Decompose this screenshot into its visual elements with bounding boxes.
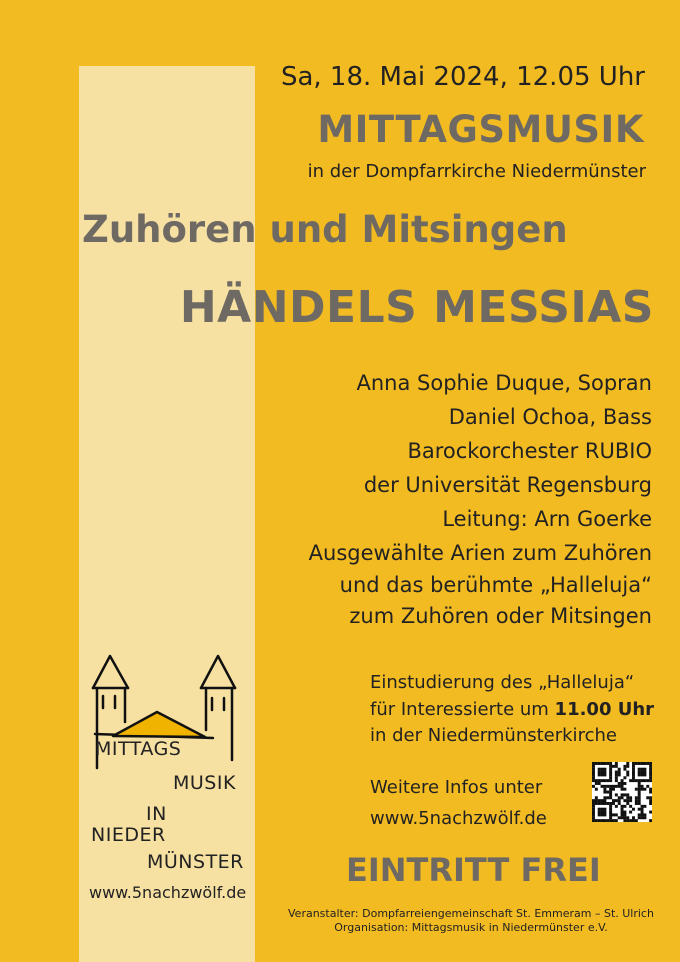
qr-module [643, 788, 646, 791]
qr-module [615, 813, 618, 816]
qr-module [598, 802, 601, 805]
qr-module [641, 773, 644, 776]
qr-module [592, 773, 595, 776]
rehearsal-prefix: für Interessierte um [370, 698, 555, 720]
qr-module [629, 796, 632, 799]
qr-module [638, 771, 641, 774]
qr-module [632, 819, 635, 822]
organisation: Organisation: Mittagsmusik in Niedermünster e.V. [334, 921, 608, 934]
qr-module [649, 771, 652, 774]
qr-module [615, 779, 618, 782]
qr-module [626, 762, 629, 765]
qr-module [635, 799, 638, 802]
qr-module [609, 788, 612, 791]
qr-module [601, 813, 604, 816]
qr-module [641, 768, 644, 771]
qr-module [603, 808, 606, 811]
qr-module [609, 793, 612, 796]
qr-module [632, 768, 635, 771]
qr-module [598, 799, 601, 802]
qr-module [635, 796, 638, 799]
qr-module [649, 773, 652, 776]
qr-module [638, 791, 641, 794]
qr-module [626, 802, 629, 805]
qr-module [601, 808, 604, 811]
qr-module [598, 771, 601, 774]
qr-module [649, 799, 652, 802]
qr-module [601, 799, 604, 802]
qr-module [603, 819, 606, 822]
qr-module [615, 819, 618, 822]
logo-line: MÜNSTER [147, 851, 244, 873]
qr-module [595, 819, 598, 822]
logo-line: IN [146, 803, 167, 825]
event-date: Sa, 18. Mai 2024, 12.05 Uhr [280, 62, 645, 92]
qr-module [635, 802, 638, 805]
qr-module [643, 805, 646, 808]
qr-module [603, 802, 606, 805]
qr-module [601, 768, 604, 771]
qr-module [601, 773, 604, 776]
qr-module [592, 762, 595, 765]
qr-module [609, 819, 612, 822]
info-url[interactable]: www.5nachzwölf.de [370, 808, 547, 829]
qr-module [623, 813, 626, 816]
qr-module [649, 788, 652, 791]
qr-module [618, 771, 621, 774]
qr-module [615, 765, 618, 768]
qr-module [601, 811, 604, 814]
more-info [370, 772, 547, 834]
qr-module [592, 765, 595, 768]
qr-module [629, 799, 632, 802]
qr-module [609, 791, 612, 794]
qr-module [592, 776, 595, 779]
qr-module [623, 788, 626, 791]
qr-module [618, 773, 621, 776]
qr-module [615, 785, 618, 788]
qr-module [609, 813, 612, 816]
qr-module [612, 788, 615, 791]
qr-module [615, 799, 618, 802]
rehearsal-time: 11.00 Uhr [554, 698, 655, 720]
qr-module [638, 768, 641, 771]
performer-line: Anna Sophie Duque, Sopran [356, 371, 652, 395]
qr-module [621, 811, 624, 814]
qr-module [646, 779, 649, 782]
footer [288, 907, 654, 935]
qr-module [606, 779, 609, 782]
qr-module [643, 768, 646, 771]
qr-module [638, 762, 641, 765]
qr-module [603, 799, 606, 802]
qr-module [598, 768, 601, 771]
qr-module [603, 791, 606, 794]
qr-module [612, 802, 615, 805]
qr-module [618, 785, 621, 788]
qr-module [598, 811, 601, 814]
qr-module [618, 796, 621, 799]
qr-module [606, 785, 609, 788]
qr-module [609, 796, 612, 799]
qr-module [649, 811, 652, 814]
qr-module [641, 811, 644, 814]
rehearsal-line: in der Niedermünsterkirche [370, 725, 617, 746]
qr-module [592, 799, 595, 802]
performer-line: Barockorchester RUBIO [407, 439, 652, 463]
qr-module [626, 771, 629, 774]
qr-module [592, 779, 595, 782]
qr-module [609, 816, 612, 819]
qr-module [641, 762, 644, 765]
qr-module [595, 779, 598, 782]
qr-module [595, 802, 598, 805]
qr-module [598, 808, 601, 811]
qr-module [626, 819, 629, 822]
qr-module [621, 779, 624, 782]
qr-code-icon [592, 762, 652, 822]
qr-module [632, 779, 635, 782]
qr-module [635, 779, 638, 782]
qr-module [632, 816, 635, 819]
qr-module [626, 765, 629, 768]
series-title: MITTAGSMUSIK [317, 108, 644, 151]
description-line: und das berühmte „Halleluja“ [339, 572, 652, 597]
qr-module [603, 796, 606, 799]
qr-module [638, 813, 641, 816]
qr-module [601, 785, 604, 788]
qr-module [603, 771, 606, 774]
qr-module [632, 765, 635, 768]
qr-module [601, 771, 604, 774]
qr-module [603, 811, 606, 814]
venue: in der Dompfarrkirche Niedermünster [307, 161, 646, 182]
qr-module [592, 819, 595, 822]
qr-module [592, 811, 595, 814]
admission: EINTRITT FREI [346, 851, 601, 889]
qr-module [592, 768, 595, 771]
qr-module [635, 762, 638, 765]
qr-module [641, 816, 644, 819]
logo-line: NIEDER [91, 824, 166, 846]
qr-module [621, 793, 624, 796]
qr-module [609, 808, 612, 811]
qr-module [609, 779, 612, 782]
qr-module [626, 793, 629, 796]
qr-module [609, 802, 612, 805]
performers-list [357, 366, 653, 536]
qr-module [598, 782, 601, 785]
qr-module [603, 779, 606, 782]
qr-module [649, 779, 652, 782]
qr-module [638, 779, 641, 782]
qr-module [626, 799, 629, 802]
qr-module [623, 765, 626, 768]
qr-module [649, 819, 652, 822]
qr-module [643, 779, 646, 782]
qr-module [615, 776, 618, 779]
qr-module [638, 793, 641, 796]
qr-module [629, 811, 632, 814]
qr-module [646, 785, 649, 788]
qr-module [649, 791, 652, 794]
qr-module [612, 819, 615, 822]
qr-module [592, 813, 595, 816]
qr-module [595, 788, 598, 791]
qr-module [603, 768, 606, 771]
qr-module [609, 773, 612, 776]
qr-module [623, 811, 626, 814]
qr-module [598, 813, 601, 816]
rehearsal-info [370, 670, 654, 750]
qr-module [638, 802, 641, 805]
qr-module [601, 779, 604, 782]
qr-module [623, 799, 626, 802]
qr-module [632, 771, 635, 774]
qr-module [601, 762, 604, 765]
qr-module [623, 782, 626, 785]
qr-module [606, 762, 609, 765]
qr-module [643, 813, 646, 816]
qr-module [643, 816, 646, 819]
qr-module [598, 779, 601, 782]
qr-module [621, 788, 624, 791]
qr-module [638, 788, 641, 791]
qr-module [598, 762, 601, 765]
qr-module [635, 819, 638, 822]
qr-module [592, 771, 595, 774]
description-line: zum Zuhören oder Mitsingen [349, 604, 652, 628]
qr-module [643, 771, 646, 774]
qr-module [635, 788, 638, 791]
qr-module [603, 813, 606, 816]
qr-module [609, 811, 612, 814]
qr-module [649, 796, 652, 799]
qr-module [615, 762, 618, 765]
qr-module [641, 785, 644, 788]
qr-module [606, 796, 609, 799]
qr-module [618, 782, 621, 785]
qr-module [638, 773, 641, 776]
qr-module [646, 762, 649, 765]
qr-module [609, 771, 612, 774]
qr-module [638, 782, 641, 785]
qr-module [595, 762, 598, 765]
qr-module [603, 762, 606, 765]
subtitle: Zuhören und Mitsingen [82, 208, 568, 251]
qr-module [632, 762, 635, 765]
qr-module [603, 785, 606, 788]
info-label: Weitere Infos unter [370, 777, 543, 798]
qr-module [638, 796, 641, 799]
qr-module [615, 805, 618, 808]
program-description [309, 538, 652, 633]
qr-module [641, 808, 644, 811]
qr-module [643, 773, 646, 776]
rehearsal-line [370, 697, 654, 724]
qr-module [621, 785, 624, 788]
qr-module [632, 773, 635, 776]
performer-line: der Universität Regensburg [363, 473, 652, 497]
qr-code[interactable] [592, 762, 652, 822]
qr-module [626, 796, 629, 799]
qr-module [595, 799, 598, 802]
qr-module [601, 819, 604, 822]
qr-module [609, 765, 612, 768]
qr-module [649, 776, 652, 779]
qr-module [621, 805, 624, 808]
qr-module [626, 816, 629, 819]
qr-module [592, 816, 595, 819]
qr-module [612, 765, 615, 768]
performer-line: Leitung: Arn Goerke [442, 507, 652, 531]
qr-module [629, 819, 632, 822]
qr-module [603, 773, 606, 776]
qr-module [609, 768, 612, 771]
qr-module [598, 819, 601, 822]
qr-module [592, 785, 595, 788]
qr-module [641, 813, 644, 816]
qr-module [626, 773, 629, 776]
qr-module [592, 802, 595, 805]
organizer: Veranstalter: Dompfarreiengemeinschaft St. Emmeram – St. Ulrich [288, 907, 654, 920]
qr-module [638, 785, 641, 788]
qr-module [629, 805, 632, 808]
qr-module [612, 813, 615, 816]
qr-module [641, 779, 644, 782]
qr-module [606, 802, 609, 805]
qr-module [646, 796, 649, 799]
qr-module [618, 768, 621, 771]
logo-line: MITTAGS [95, 738, 182, 760]
qr-module [595, 796, 598, 799]
qr-module [621, 816, 624, 819]
logo-line: MUSIK [173, 772, 236, 794]
qr-module [612, 785, 615, 788]
qr-module [592, 808, 595, 811]
qr-module [638, 808, 641, 811]
qr-module [598, 773, 601, 776]
qr-module [595, 782, 598, 785]
qr-module [603, 788, 606, 791]
description-line: Ausgewählte Arien zum Zuhören [308, 541, 652, 565]
qr-module [623, 819, 626, 822]
rehearsal-line: Einstudierung des „Halleluja“ [370, 672, 635, 693]
qr-module [592, 805, 595, 808]
qr-module [638, 816, 641, 819]
qr-module [649, 762, 652, 765]
qr-module [649, 802, 652, 805]
qr-module [623, 793, 626, 796]
qr-module [618, 799, 621, 802]
qr-module [609, 762, 612, 765]
qr-module [621, 782, 624, 785]
qr-module [632, 776, 635, 779]
qr-module [621, 796, 624, 799]
qr-module [615, 771, 618, 774]
qr-module [623, 805, 626, 808]
qr-module [609, 776, 612, 779]
concert-title: HÄNDELS MESSIAS [179, 282, 654, 333]
qr-module [615, 773, 618, 776]
qr-module [609, 785, 612, 788]
qr-module [649, 765, 652, 768]
qr-module [609, 805, 612, 808]
qr-module [623, 768, 626, 771]
qr-module [601, 802, 604, 805]
qr-module [621, 813, 624, 816]
qr-module [632, 808, 635, 811]
qr-module [621, 808, 624, 811]
qr-module [641, 771, 644, 774]
qr-module [623, 776, 626, 779]
qr-module [618, 816, 621, 819]
qr-module [606, 819, 609, 822]
qr-module [638, 799, 641, 802]
qr-module [641, 805, 644, 808]
qr-module [623, 816, 626, 819]
qr-module [606, 791, 609, 794]
logo-url: www.5nachzwölf.de [89, 883, 247, 902]
qr-module [629, 779, 632, 782]
qr-module [649, 768, 652, 771]
qr-module [615, 793, 618, 796]
qr-module [643, 762, 646, 765]
qr-module [612, 799, 615, 802]
qr-module [618, 802, 621, 805]
performer-line: Daniel Ochoa, Bass [448, 405, 652, 429]
qr-module [641, 788, 644, 791]
